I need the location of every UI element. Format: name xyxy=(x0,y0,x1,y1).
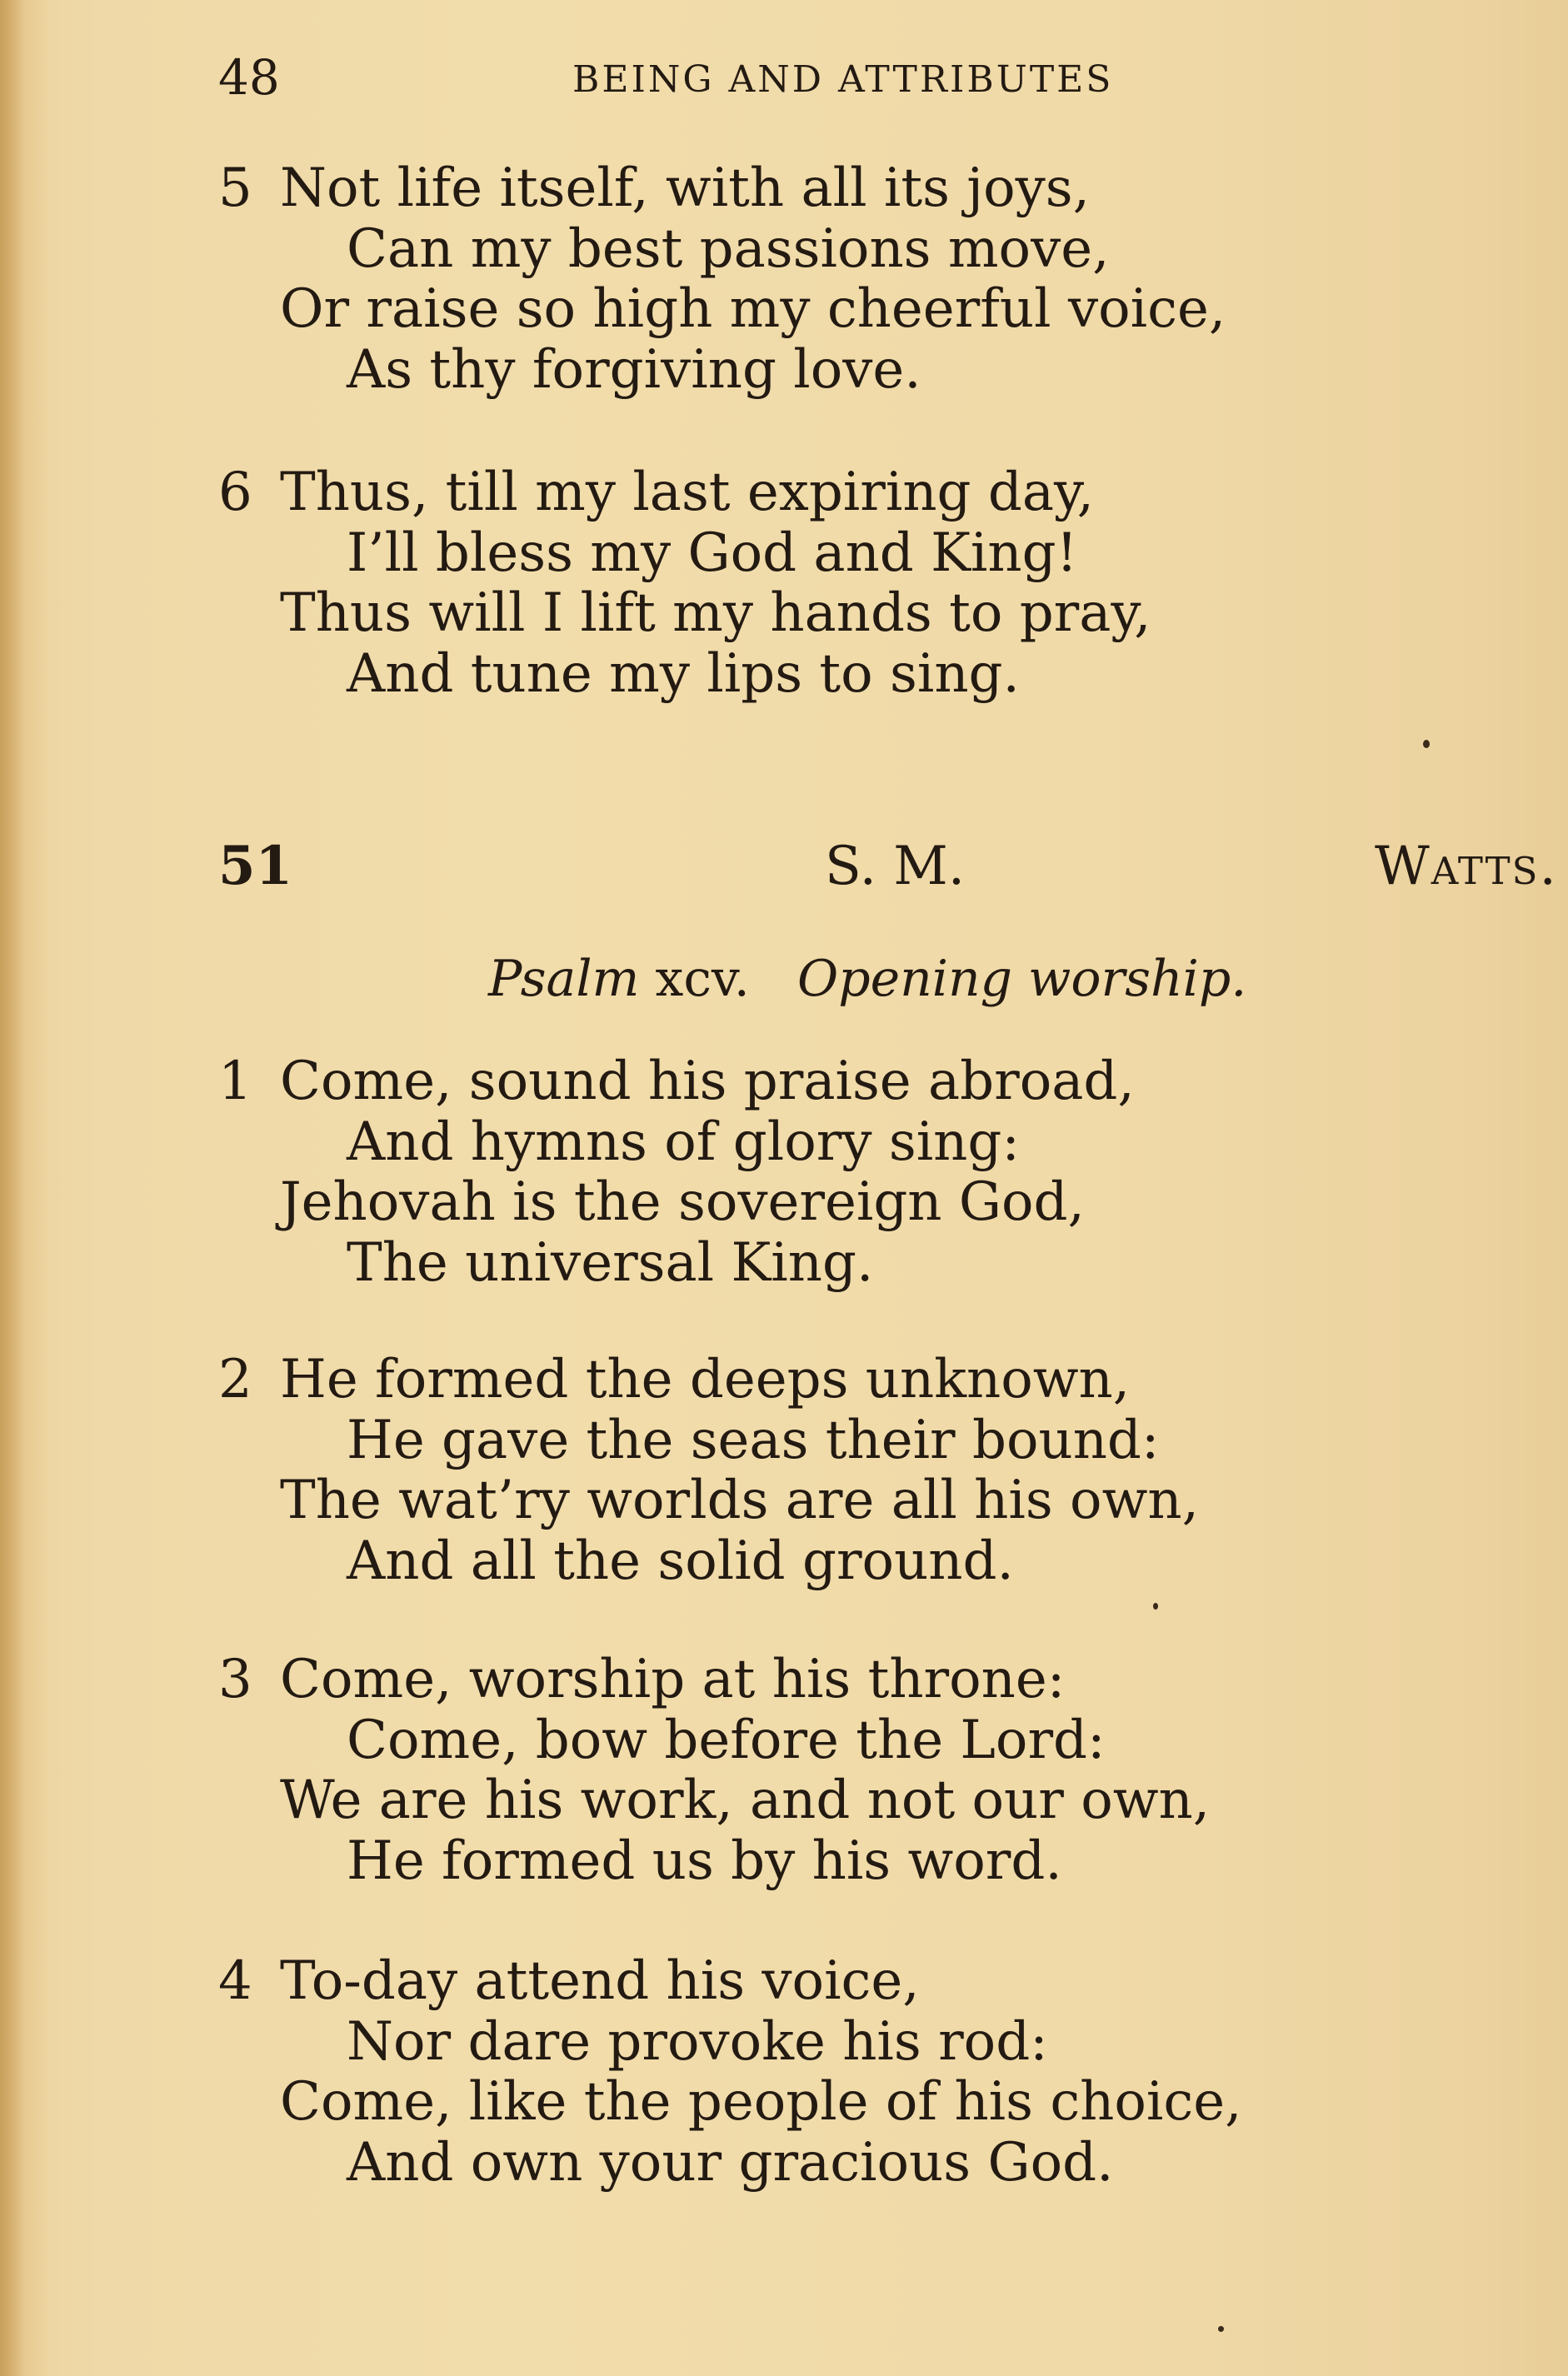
stanza-line: And all the solid ground. xyxy=(347,1530,1014,1592)
stanza-line: The wat’ry worlds are all his own, xyxy=(280,1470,1199,1531)
stanza-line: Come, bow before the Lord: xyxy=(347,1709,1106,1771)
stanza-4 xyxy=(218,1951,1241,2193)
stanza-line: And hymns of glory sing: xyxy=(347,1111,1020,1173)
ink-speck xyxy=(1218,2326,1224,2332)
stanza-line: Jehovah is the sovereign God, xyxy=(280,1171,1085,1233)
page-edge-shadow xyxy=(0,0,25,2376)
stanza-1 xyxy=(218,1051,1135,1293)
hymn-author: Watts. xyxy=(1375,836,1558,897)
hymn-header xyxy=(218,833,1568,900)
subtitle-source: Psalm xyxy=(488,950,640,1008)
stanza-number: 6 xyxy=(218,462,252,523)
stanza-line: Nor dare provoke his rod: xyxy=(347,2010,1048,2073)
stanza-number: 4 xyxy=(218,1950,252,2012)
stanza-line: 4 To-day attend his voice, xyxy=(218,1950,920,2012)
running-title: BEING AND ATTRIBUTES xyxy=(572,58,1114,101)
stanza-line: Can my best passions move, xyxy=(347,217,1110,280)
stanza-line: Thus will I lift my hands to pray, xyxy=(280,582,1151,644)
hymn-subtitle xyxy=(488,950,1246,1008)
stanza-line: Come, like the people of his choice, xyxy=(280,2071,1242,2133)
stanza-line: 3 Come, worship at his throne: xyxy=(218,1649,1066,1710)
stanza-line: 2 He formed the deeps unknown, xyxy=(218,1349,1131,1410)
running-head xyxy=(218,48,1218,107)
subtitle-numeral: xcv. xyxy=(655,950,750,1008)
stanza-number: 3 xyxy=(218,1649,252,1710)
stanza-line: We are his work, and not our own, xyxy=(280,1770,1211,1831)
subtitle-topic: Opening worship. xyxy=(797,950,1247,1008)
stanza-number: 1 xyxy=(218,1051,252,1112)
stanza-5 xyxy=(218,158,1226,400)
ink-speck xyxy=(1153,1603,1158,1610)
stanza-line: 5 Not life itself, with all its joys, xyxy=(218,157,1090,219)
hymn-number: 51 xyxy=(218,835,293,897)
stanza-line: As thy forgiving love. xyxy=(347,338,921,401)
ink-speck xyxy=(1423,740,1430,748)
stanza-line: I’ll bless my God and King! xyxy=(347,522,1078,584)
stanza-line: Or raise so high my cheerful voice, xyxy=(280,278,1226,340)
stanza-line: And own your gracious God. xyxy=(347,2131,1114,2194)
stanza-line: And tune my lips to sing. xyxy=(347,642,1020,705)
page-number: 48 xyxy=(218,49,280,106)
stanza-number: 2 xyxy=(218,1349,252,1410)
stanza-line: He gave the seas their bound: xyxy=(347,1409,1160,1471)
stanza-line: 6 Thus, till my last expiring day, xyxy=(218,462,1094,523)
stanza-6 xyxy=(218,462,1151,704)
stanza-line: He formed us by his word. xyxy=(347,1829,1062,1892)
hymn-meter: S. M. xyxy=(825,836,966,897)
stanza-line: The universal King. xyxy=(347,1231,874,1294)
stanza-line: 1 Come, sound his praise abroad, xyxy=(218,1051,1135,1112)
stanza-2 xyxy=(218,1350,1199,1591)
stanza-3 xyxy=(218,1650,1210,1891)
stanza-number: 5 xyxy=(218,157,252,219)
